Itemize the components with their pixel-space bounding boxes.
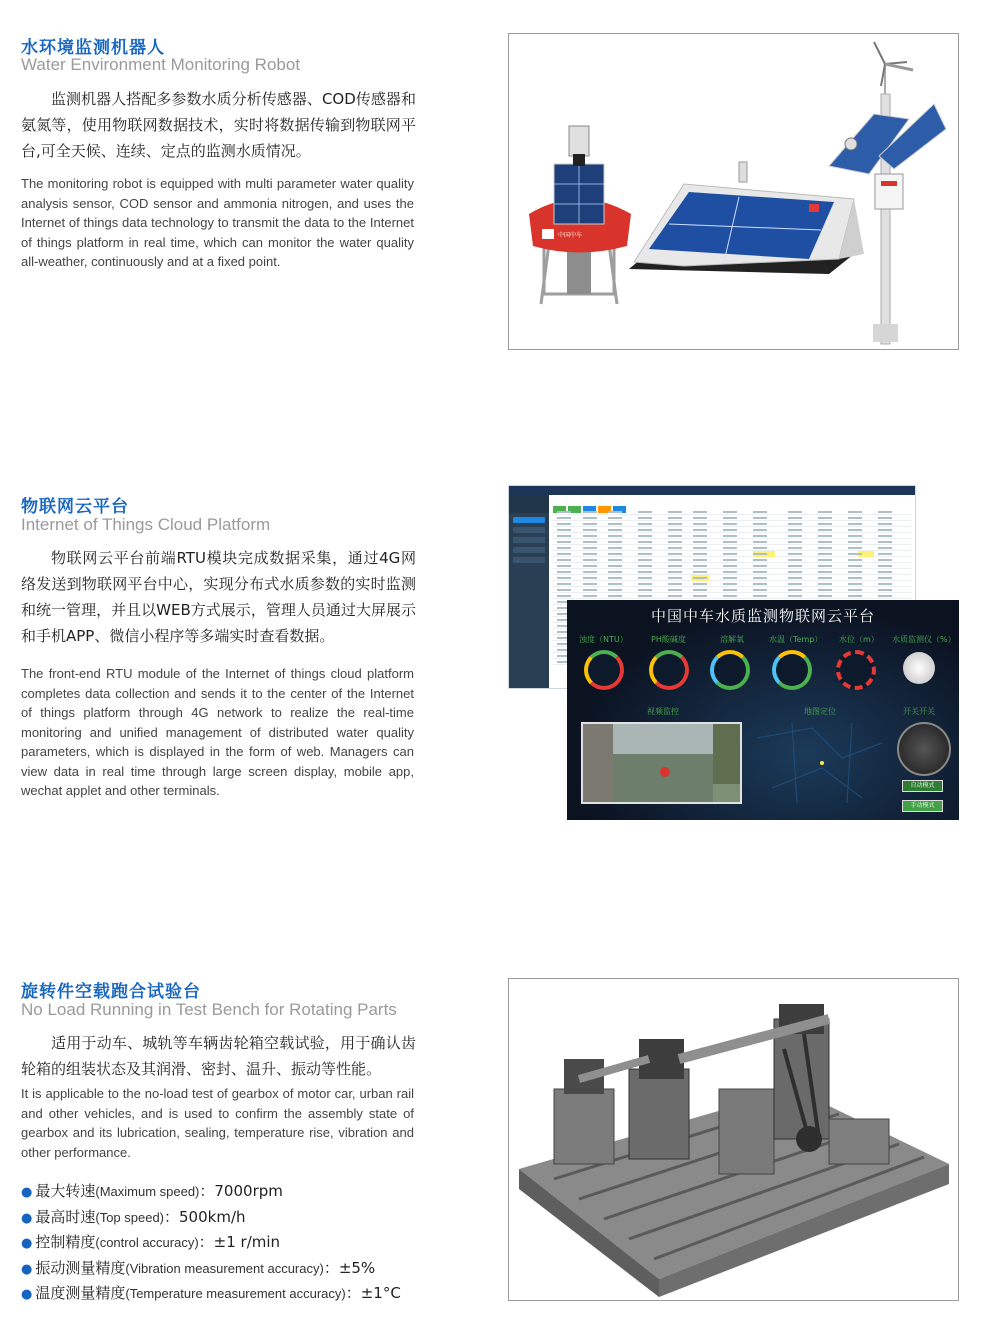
table-cell [608, 541, 622, 543]
section-title-en: No Load Running in Test Bench for Rotating Parts [21, 1000, 397, 1019]
table-cell [878, 517, 892, 519]
table-cell [788, 535, 802, 537]
table-cell [788, 589, 802, 591]
table-cell [693, 523, 707, 525]
table-cell [753, 541, 767, 543]
table-cell [878, 523, 892, 525]
bullet-icon: ● [21, 1287, 33, 1302]
dashboard-topbar [509, 486, 915, 495]
table-cell [723, 535, 737, 537]
gauge-dial [710, 650, 750, 690]
table-cell [753, 523, 767, 525]
table-cell [848, 553, 862, 555]
sidebar-item [513, 557, 545, 563]
table-cell [878, 595, 892, 597]
table-cell [557, 577, 571, 579]
spec-item [21, 1206, 431, 1232]
table-cell [608, 553, 622, 555]
spec-value: ：±1 r/min [198, 1233, 281, 1251]
table-cell [723, 529, 737, 531]
gauge-dial [836, 650, 876, 690]
table-cell [753, 583, 767, 585]
gauge-label: 浊度（NTU） [579, 635, 628, 644]
gauge-dial [584, 650, 624, 690]
table-cell [693, 511, 707, 513]
spec-label-en: (Vibration measurement accuracy) [125, 1260, 324, 1276]
table-cell [583, 523, 597, 525]
table-cell [788, 541, 802, 543]
table-cell [848, 595, 862, 597]
table-cell [723, 595, 737, 597]
table-cell [818, 541, 832, 543]
table-cell [878, 535, 892, 537]
table-cell [818, 583, 832, 585]
table-cell [788, 559, 802, 561]
rotary-switch [897, 722, 951, 776]
auto-mode-button: 自动模式 [902, 780, 943, 792]
big-screen-title: 中国中车水质监测物联网云平台 [650, 607, 875, 625]
table-cell [638, 529, 652, 531]
table-cell [608, 595, 622, 597]
table-cell [668, 511, 682, 513]
table-cell [723, 541, 737, 543]
table-cell [668, 541, 682, 543]
table-cell [878, 583, 892, 585]
video-frame [583, 724, 742, 804]
table-cell [693, 571, 707, 573]
table-cell [753, 589, 767, 591]
table-cell [878, 589, 892, 591]
table-cell [753, 547, 767, 549]
table-cell [668, 559, 682, 561]
table-cell [818, 547, 832, 549]
spec-value: ：±5% [323, 1258, 376, 1277]
section-title-en: Internet of Things Cloud Platform [21, 515, 271, 534]
table-cell [608, 559, 622, 561]
table-cell [668, 523, 682, 525]
table-cell [608, 529, 622, 531]
spec-label-cn: 最高时速 [35, 1207, 96, 1226]
gauge-label: 溶解氧 [720, 635, 744, 644]
table-cell [753, 595, 767, 597]
table-cell [788, 583, 802, 585]
table-cell [818, 571, 832, 573]
section-title-cn: 物联网云平台 [21, 497, 129, 517]
table-cell [723, 571, 737, 573]
table-cell [723, 559, 737, 561]
table-cell [753, 517, 767, 519]
sidebar-item [513, 517, 545, 523]
table-cell [693, 565, 707, 567]
table-cell [638, 577, 652, 579]
description-en: It is applicable to the no-load test of gearbox of motor car, urban rail and other vehicles, and is used to confirm the assembly state of gearbox and its lubrication, sealing, temperature rise, vibration and other performance. [21, 1086, 414, 1160]
table-cell [557, 523, 571, 525]
table-cell [723, 583, 737, 585]
dashboard-toolbar [553, 498, 911, 505]
table-cell [638, 571, 652, 573]
monitoring-pole [829, 42, 946, 344]
table-cell [818, 517, 832, 519]
table-cell [693, 547, 707, 549]
table-cell [848, 541, 862, 543]
table-cell [788, 529, 802, 531]
table-cell [693, 517, 707, 519]
table-cell [583, 535, 597, 537]
spec-label-en: (Top speed) [95, 1209, 165, 1225]
table-cell [668, 517, 682, 519]
table-cell [638, 589, 652, 591]
table-cell [557, 595, 571, 597]
table-cell [818, 565, 832, 567]
table-cell [753, 577, 767, 579]
table-cell [557, 571, 571, 573]
table-cell [788, 523, 802, 525]
dashboard-sidebar [509, 495, 549, 688]
table-cell [668, 571, 682, 573]
table-cell [668, 553, 682, 555]
table-cell [638, 565, 652, 567]
table-cell [818, 535, 832, 537]
gauge-label: 水温（Temp） [769, 635, 823, 644]
table-cell [608, 523, 622, 525]
table-cell [557, 529, 571, 531]
table-cell [608, 589, 622, 591]
table-cell [818, 559, 832, 561]
table-cell [557, 535, 571, 537]
table-cell [818, 523, 832, 525]
table-cell [608, 565, 622, 567]
sidebar-item [513, 547, 545, 553]
table-cell [753, 529, 767, 531]
table-cell [583, 511, 597, 513]
table-cell [753, 511, 767, 513]
table-cell [693, 541, 707, 543]
panel-label-switch: 开关开关 [903, 707, 935, 716]
gauge-dial [649, 650, 689, 690]
table-cell [848, 577, 862, 579]
section-title-cn: 水环境监测机器人 [21, 38, 165, 58]
table-cell [878, 553, 892, 555]
table-cell [818, 577, 832, 579]
table-cell [693, 535, 707, 537]
table-cell [818, 595, 832, 597]
gauge-label: 水质监测仪（%） [892, 635, 956, 644]
table-cell [878, 565, 892, 567]
bullet-icon: ● [21, 1210, 33, 1226]
description-en: The monitoring robot is equipped with multi parameter water quality analysis sensor, COD sensor and ammonia nitrogen, and uses the Internet of things data technology to transmit the data to the Internet of things platform in real time, which can monitor the water quality all-weather, continuously and at a fixed point. [21, 176, 414, 269]
table-cell [753, 571, 767, 573]
table-cell [583, 559, 597, 561]
table-cell [668, 583, 682, 585]
table-cell [557, 559, 571, 561]
table-cell [848, 529, 862, 531]
table-cell [583, 553, 597, 555]
table-cell [583, 583, 597, 585]
table-cell [608, 511, 622, 513]
table-cell [608, 547, 622, 549]
table-cell [608, 577, 622, 579]
big-screen-screenshot [567, 600, 959, 820]
table-cell [557, 547, 571, 549]
spec-list [21, 1180, 431, 1308]
table-cell [878, 541, 892, 543]
gauge-label: PH酸碱度 [651, 635, 686, 644]
table-cell [818, 589, 832, 591]
table-cell [638, 517, 652, 519]
description-en: The front-end RTU module of the Internet of things cloud platform completes data collection and sends it to the center of the Internet of things platform through 4G network to realize the real-time monitoring and unified management of distributed water quality parameters, which is displayed in the form of web. Managers can view data in real time through large screen display, mobile app, wechat applet and other terminals. [21, 666, 414, 798]
table-cell [608, 583, 622, 585]
sidebar-item [513, 527, 545, 533]
table-cell [583, 589, 597, 591]
table-cell [723, 517, 737, 519]
table-cell [788, 595, 802, 597]
gauge-dial [772, 650, 812, 690]
table-cell [753, 559, 767, 561]
spec-item [21, 1257, 431, 1283]
table-cell [583, 595, 597, 597]
table-cell [788, 517, 802, 519]
table-cell [723, 565, 737, 567]
table-cell [848, 523, 862, 525]
panel-label-video: 视频监控 [647, 707, 679, 716]
table-cell [557, 583, 571, 585]
table-cell [878, 511, 892, 513]
table-cell [638, 553, 652, 555]
table-cell [583, 517, 597, 519]
table-cell [848, 547, 862, 549]
table-cell [583, 547, 597, 549]
table-cell [723, 523, 737, 525]
table-cell [668, 565, 682, 567]
table-cell [848, 559, 862, 561]
table-cell [638, 541, 652, 543]
spec-label-en: (Temperature measurement accuracy) [125, 1286, 346, 1301]
table-cell [878, 577, 892, 579]
table-cell [693, 589, 707, 591]
spec-item [21, 1282, 431, 1308]
table-cell [638, 523, 652, 525]
table-cell [583, 577, 597, 579]
table-cell [668, 529, 682, 531]
table-cell [583, 571, 597, 573]
table-cell [693, 559, 707, 561]
table-cell [583, 529, 597, 531]
table-cell [608, 517, 622, 519]
table-cell [788, 511, 802, 513]
table-cell [753, 535, 767, 537]
table-cell [818, 529, 832, 531]
table-cell [583, 541, 597, 543]
bullet-icon: ● [21, 1261, 33, 1277]
table-cell [668, 547, 682, 549]
table-cell [788, 577, 802, 579]
video-feed [581, 722, 742, 804]
boat-robot [629, 162, 864, 274]
table-cell [638, 535, 652, 537]
table-cell [723, 589, 737, 591]
table-cell [848, 583, 862, 585]
dashboard-logo [509, 495, 549, 513]
table-cell [557, 553, 571, 555]
description-cn: 适用于动车、城轨等车辆齿轮箱空载试验，用于确认齿轮箱的组装状态及其润滑、密封、温升、振动等性能。 [21, 1034, 416, 1078]
spec-label-cn: 最大转速 [35, 1182, 96, 1200]
table-cell [723, 511, 737, 513]
panel-label-map: 地图定位 [804, 707, 836, 716]
table-cell [638, 547, 652, 549]
table-cell [878, 529, 892, 531]
spec-value: ：7000rpm [199, 1182, 283, 1200]
table-cell [557, 517, 571, 519]
table-cell [818, 511, 832, 513]
manual-mode-button: 手动模式 [902, 800, 943, 812]
table-cell [788, 553, 802, 555]
table-cell [753, 553, 767, 555]
table-cell [583, 565, 597, 567]
description-cn: 物联网云平台前端RTU模块完成数据采集，通过4G网络发送到物联网平台中心，实现分布式水质参数的实时监测和统一管理，并且以WEB方式展示，管理人员通过大屏展示和手机APP、微信小程序等多端实时查看数据。 [21, 549, 416, 645]
table-cell [557, 589, 571, 591]
table-cell [638, 511, 652, 513]
table-cell [848, 589, 862, 591]
table-cell [608, 535, 622, 537]
spec-label-en: (control accuracy) [95, 1235, 199, 1250]
table-cell [638, 595, 652, 597]
table-cell [668, 595, 682, 597]
table-cell [693, 529, 707, 531]
table-cell [693, 583, 707, 585]
svg-text:中国中车: 中国中车 [558, 232, 583, 239]
table-cell [693, 577, 707, 579]
spec-label-cn: 温度测量精度 [35, 1284, 126, 1302]
spec-label-en: (Maximum speed) [95, 1184, 200, 1199]
robot-illustration [509, 34, 959, 350]
table-cell [878, 547, 892, 549]
table-cell [668, 535, 682, 537]
buoy-robot [529, 126, 631, 304]
spec-label-cn: 控制精度 [35, 1233, 96, 1251]
table-cell [557, 541, 571, 543]
table-cell [668, 589, 682, 591]
test-bench-image [508, 978, 959, 1301]
table-cell [723, 553, 737, 555]
table-cell [848, 535, 862, 537]
table-cell [608, 571, 622, 573]
table-cell [638, 559, 652, 561]
section-title-en: Water Environment Monitoring Robot [21, 55, 301, 74]
table-cell [723, 577, 737, 579]
table-cell [638, 583, 652, 585]
table-cell [878, 559, 892, 561]
table-cell [693, 595, 707, 597]
table-cell [878, 571, 892, 573]
spec-value: ：±1°C [345, 1284, 401, 1302]
table-cell [848, 565, 862, 567]
table-cell [818, 553, 832, 555]
table-cell [753, 565, 767, 567]
table-cell [848, 511, 862, 513]
table-cell [693, 553, 707, 555]
table-cell [668, 577, 682, 579]
bullet-icon: ● [21, 1236, 33, 1251]
spec-item [21, 1231, 431, 1257]
table-cell [848, 571, 862, 573]
table-cell [788, 547, 802, 549]
section-title-cn: 旋转件空载跑合试验台 [21, 982, 201, 1002]
table-cell [557, 565, 571, 567]
description-cn: 监测机器人搭配多参数水质分析传感器、COD传感器和氨氮等，使用物联网数据技术，实时将数据传输到物联网平台,可全天候、连续、定点的监测水质情况。 [21, 90, 416, 160]
table-cell [788, 571, 802, 573]
table-cell [557, 511, 571, 513]
table-cell [848, 517, 862, 519]
spec-item [21, 1180, 431, 1206]
test-bench-illustration [509, 979, 959, 1301]
map-panel [752, 718, 892, 808]
spec-value: ：500km/h [164, 1207, 246, 1226]
table-cell [723, 547, 737, 549]
table-cell [788, 565, 802, 567]
status-lamp [903, 652, 935, 684]
sidebar-item [513, 537, 545, 543]
gauge-label: 水位（m） [839, 635, 879, 644]
robot-image [508, 33, 959, 350]
spec-label-cn: 振动测量精度 [35, 1258, 126, 1277]
bullet-icon: ● [21, 1185, 33, 1200]
